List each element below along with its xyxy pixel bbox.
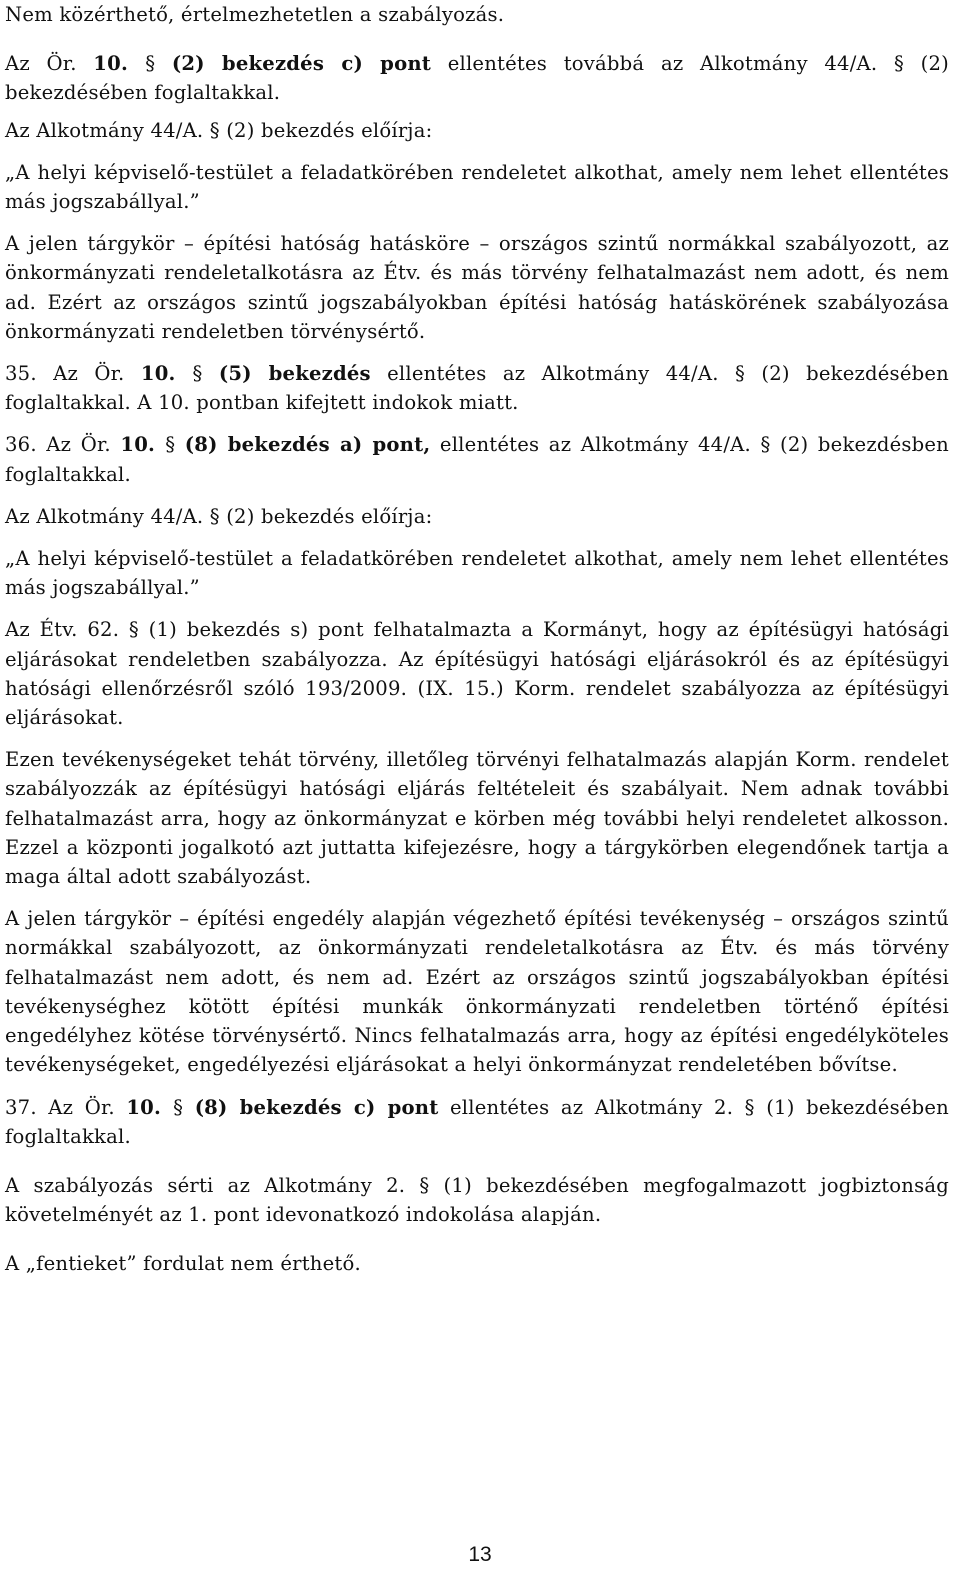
paragraph: Ezen tevékenységeket tehát törvény, illetőleg törvényi felhatalmazás alapján Korm. rendelet szabályozzák az építésügyi hatósági eljárás feltételeit és szabályait. Nem adnak további felhatalmazást arra, hogy az önkormányzat e körben még további helyi rendeletet alkosson. Ezzel a központi jogalkotó azt juttatta kifejezésre, hogy a tárgykörben elegendőnek tartja a maga által adott szabályozást. xyxy=(5,748,949,889)
text-run: ellentétes az Alkotmány 2. § (1) bekezdésében foglaltakkal. xyxy=(5,1095,949,1148)
quote-paragraph: „A helyi képviselő-testület a feladatkörében rendeletet alkothat, amely nem lehet ellentétes más jogszabállyal.” xyxy=(5,547,949,600)
text-run: ellentétes továbbá az Alkotmány 44/A. § (2) bekezdésében foglaltakkal. xyxy=(5,52,949,105)
text-run: 37. Az Ör. xyxy=(5,1095,127,1119)
paragraph: Az Alkotmány 44/A. § (2) bekezdés előírja: xyxy=(5,118,433,142)
paragraph: Az Alkotmány 44/A. § (2) bekezdés előírja: xyxy=(5,504,433,528)
document-page xyxy=(5,0,949,1279)
bold-text: 10. xyxy=(140,362,193,386)
text-run: 36. Az Ör. xyxy=(5,433,121,457)
paragraph: A jelen tárgykör – építési engedély alapján végezhető építési tevékenység – országos szintű normákkal szabályozott, az önkormányzati rendeletalkotásra az Étv. és más törvény felhatalmazást nem adott, és nem ad. Ezért az országos szintű jogszabályokban építési tevékenységhez kötött építési munkák önkormányzati rendeletben történő építési engedélyhez kötése törvénysértő. Nincs felhatalmazás arra, hogy az építési engedélyköteles tevékenységeket, engedélyezési eljárásokat a helyi önkormányzat rendeletében bővítse. xyxy=(5,907,949,1077)
section-sign: § xyxy=(165,433,185,457)
bold-text: 10. xyxy=(93,52,146,76)
numbered-point-35 xyxy=(5,359,949,417)
paragraph: A jelen tárgykör – építési hatóság hatásköre – országos szintű normákkal szabályozott, az önkormányzati rendeletalkotásra az Étv. és más törvény felhatalmazást nem adott, és nem ad. Ezért az országos szintű jogszabályokban építési hatóság hatáskörének szabályozása önkormányzati rendeletben törvénysértő. xyxy=(5,232,949,343)
numbered-point-36 xyxy=(5,430,949,488)
bold-text: (8) bekezdés a) pont, xyxy=(184,433,431,457)
paragraph: A szabályozás sérti az Alkotmány 2. § (1) bekezdésében megfogalmazott jogbiztonság követelményét az 1. pont idevonatkozó indokolása alapján. xyxy=(5,1173,949,1227)
numbered-point-37 xyxy=(5,1093,949,1151)
paragraph: A „fentieket” fordulat nem érthető. xyxy=(5,1252,361,1276)
text-run: ellentétes az Alkotmány 44/A. § (2) bekezdésben foglaltakkal. xyxy=(5,433,949,486)
paragraph: Nem közérthető, értelmezhetetlen a szabályozás. xyxy=(5,3,505,26)
text-run: 35. Az Ör. xyxy=(5,362,141,386)
paragraph: Az Étv. 62. § (1) bekezdés s) pont felhatalmazta a Kormányt, hogy az építésügyi hatósági eljárásokat rendeletben szabályozza. Az építésügyi hatósági eljárásokról és az építésügyi hatósági ellenőrzésről szóló 193/2009. (IX. 15.) Korm. rendelet szabályozza az építésügyi eljárásokat. xyxy=(5,618,949,730)
bold-text: (2) bekezdés c) pont xyxy=(171,52,432,76)
quote-paragraph: „A helyi képviselő-testület a feladatkörében rendeletet alkothat, amely nem lehet ellentétes más jogszabállyal.” xyxy=(5,160,949,214)
section-sign: § xyxy=(173,1095,195,1119)
text-run: Az Ör. xyxy=(5,52,94,76)
bold-text: (5) bekezdés xyxy=(218,362,371,386)
paragraph xyxy=(5,49,949,107)
bold-text: (8) bekezdés c) pont xyxy=(194,1095,439,1119)
bold-text: 10. xyxy=(126,1095,174,1119)
bold-text: 10. xyxy=(120,433,166,457)
page-number: 13 xyxy=(468,1543,492,1566)
text-run: ellentétes az Alkotmány 44/A. § (2) bekezdésében foglaltakkal. A 10. pontban kifejtett indokok miatt. xyxy=(5,362,949,415)
section-sign: § xyxy=(192,362,219,386)
section-sign: § xyxy=(145,52,172,76)
